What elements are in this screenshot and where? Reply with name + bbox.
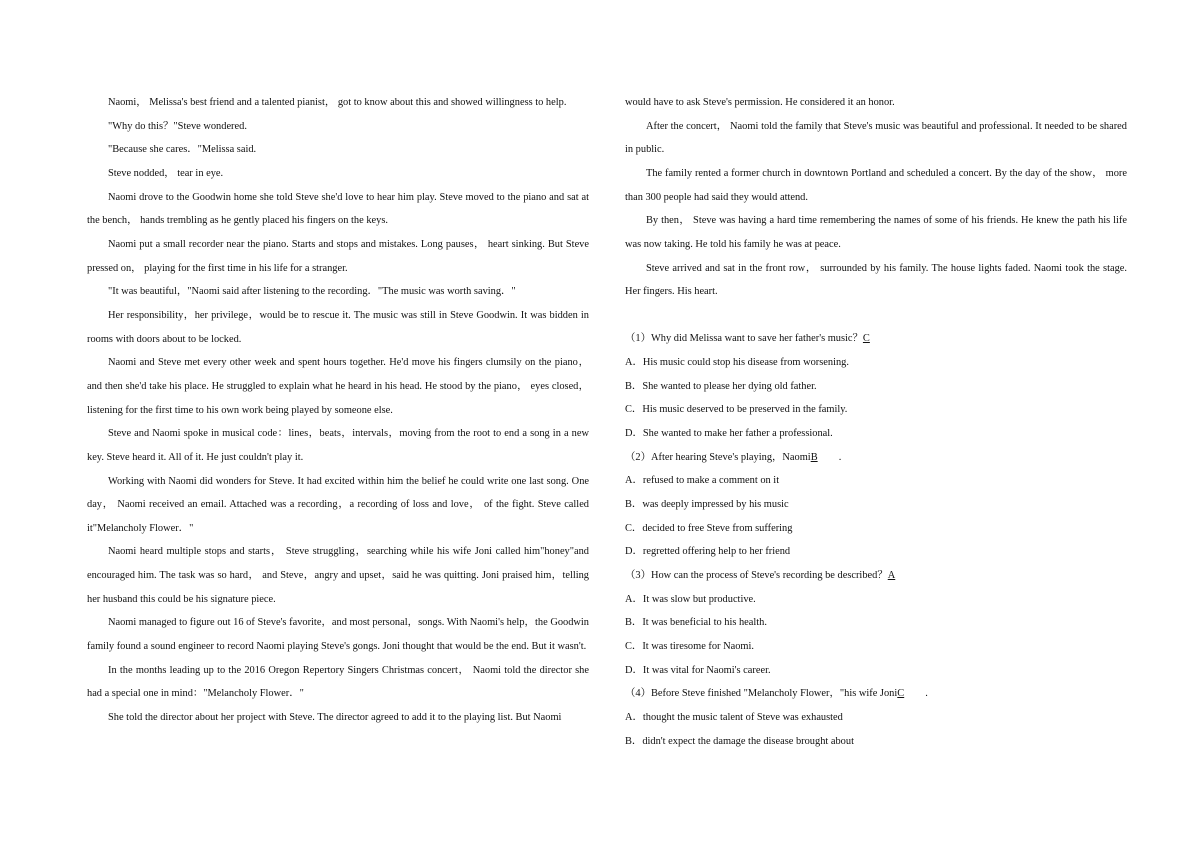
passage-paragraph: Working with Naomi did wonders for Steve. It had excited within him the belief he could write one last song. One day， Naomi received an email. Attached was a recording，a recording of loss and love， of the fight. Steve called it"Melancholy Flower．"	[87, 475, 589, 534]
passage-paragraph: Steve arrived and sat in the front row， surrounded by his family. The house lights faded. Naomi took the stage. Her fingers. His heart.	[625, 262, 1127, 298]
answer-option: B．was deeply impressed by his music	[625, 499, 789, 510]
answer-option: B．didn't expect the damage the disease brought about	[625, 735, 854, 747]
passage-paragraph: In the months leading up to the 2016 Oregon Repertory Singers Christmas concert， Naomi told the director she had a special one in mind："Melancholy Flower．"	[87, 664, 589, 700]
answer-option: B．She wanted to please her dying old father.	[625, 380, 817, 392]
answer-option: A．It was slow but productive.	[625, 593, 756, 605]
passage-paragraph: "Because she cares．"Melissa said.	[108, 144, 257, 156]
answer-option: C．It was tiresome for Naomi.	[625, 640, 754, 652]
answer-option: A．refused to make a comment on it	[625, 475, 780, 487]
left-column	[87, 91, 589, 730]
answer-option: C．His music deserved to be preserved in the family.	[625, 404, 848, 416]
passage-continuation	[625, 91, 1127, 304]
question-text: （2）After hearing Steve's playing，Naomi	[625, 451, 811, 463]
passage-paragraph: She told the director about her project with Steve. The director agreed to add it to the playing list. But Naomi	[108, 712, 562, 724]
passage-paragraph: "It was beautiful，"Naomi said after listening to the recording．"The music was worth saving．"	[108, 286, 516, 298]
answer-option: B．It was beneficial to his health.	[625, 617, 767, 629]
answer-option: A．thought the music talent of Steve was exhausted	[625, 711, 843, 723]
question-text: （4）Before Steve finished "Melancholy Flower，"his wife Joni	[625, 688, 898, 700]
question-stem	[625, 446, 1127, 470]
passage-paragraph: The family rented a former church in downtown Portland and scheduled a concert. By the day of the show， more than 300 people had said they would attend.	[625, 167, 1127, 203]
answer-option: C．decided to free Steve from suffering	[625, 522, 793, 534]
passage-paragraph: Her responsibility，her privilege，would be to rescue it. The music was still in Steve Goodwin. It was bidden in rooms with doors about to be locked.	[87, 309, 589, 345]
question-stem	[625, 682, 1127, 706]
passage-paragraph: Naomi heard multiple stops and starts， Steve struggling，searching while his wife Joni called him"honey"and encouraged him. The task was so hard， and Steve，angry and upset，said he was quitting. Joni praised him，telling her husband this could be his signature piece.	[87, 546, 589, 605]
answer-blank: C	[862, 333, 870, 345]
answer-option: D．regretted offering help to her friend	[625, 546, 791, 558]
question-end: .	[925, 688, 928, 700]
passage-paragraph: Naomi and Steve met every other week and spent hours together. He'd move his fingers clumsily on the piano， and then she'd take his place. He struggled to explain what he heard in his head. He stood by the piano， eyes closed， listening for the first time to his own work being played by someone else.	[87, 357, 589, 416]
answer-option: D．She wanted to make her father a professional.	[625, 428, 833, 440]
passage-paragraph: Naomi put a small recorder near the piano. Starts and stops and mistakes. Long pauses， heart sinking. But Steve pressed on， playing for the first time in his life for a stranger.	[87, 238, 589, 274]
answer-blank: A	[887, 569, 896, 581]
passage-paragraph: Naomi drove to the Goodwin home she told Steve she'd love to hear him play. Steve moved to the piano and sat at the bench， hands trembling as he gently placed his fingers on the keys.	[87, 191, 589, 227]
answer-blank: B	[810, 451, 818, 463]
answer-blank: C	[897, 688, 905, 700]
question-stem	[625, 327, 1127, 351]
question-list	[625, 327, 1127, 753]
question-text: （3）How can the process of Steve's recording be described？	[625, 569, 888, 581]
passage-paragraph: After the concert， Naomi told the family that Steve's music was beautiful and professional. It needed to be shared in public.	[625, 120, 1127, 156]
right-column	[625, 91, 1127, 753]
question-stem	[625, 564, 1127, 588]
passage-paragraph: Steve and Naomi spoke in musical code：lines，beats，intervals，moving from the root to end a song in a new key. Steve heard it. All of it. He just couldn't play it.	[87, 428, 589, 463]
question-end: .	[838, 451, 842, 463]
answer-option: D．It was vital for Naomi's career.	[625, 664, 771, 676]
section-gap	[625, 304, 1127, 328]
question-text: （1）Why did Melissa want to save her father's music？	[625, 333, 863, 345]
passage-paragraph: Steve nodded， tear in eye.	[108, 167, 224, 179]
passage-paragraph: Naomi managed to figure out 16 of Steve's favorite，and most personal，songs. With Naomi's help，the Goodwin family found a sound engineer to record Naomi playing Steve's gongs. Joni thought that would be the end. But it wasn't.	[87, 617, 589, 653]
passage-paragraph: would have to ask Steve's permission. He considered it an honor.	[625, 97, 895, 108]
passage-paragraph: Naomi， Melissa's best friend and a talented pianist， got to know about this and showed willingness to help.	[108, 97, 567, 108]
passage-paragraph: By then， Steve was having a hard time remembering the names of some of his friends. He knew the path his life was now taking. He told his family he was at peace.	[625, 215, 1127, 250]
answer-option: A．His music could stop his disease from worsening.	[625, 357, 849, 369]
passage-paragraph: "Why do this？"Steve wondered.	[108, 120, 247, 132]
